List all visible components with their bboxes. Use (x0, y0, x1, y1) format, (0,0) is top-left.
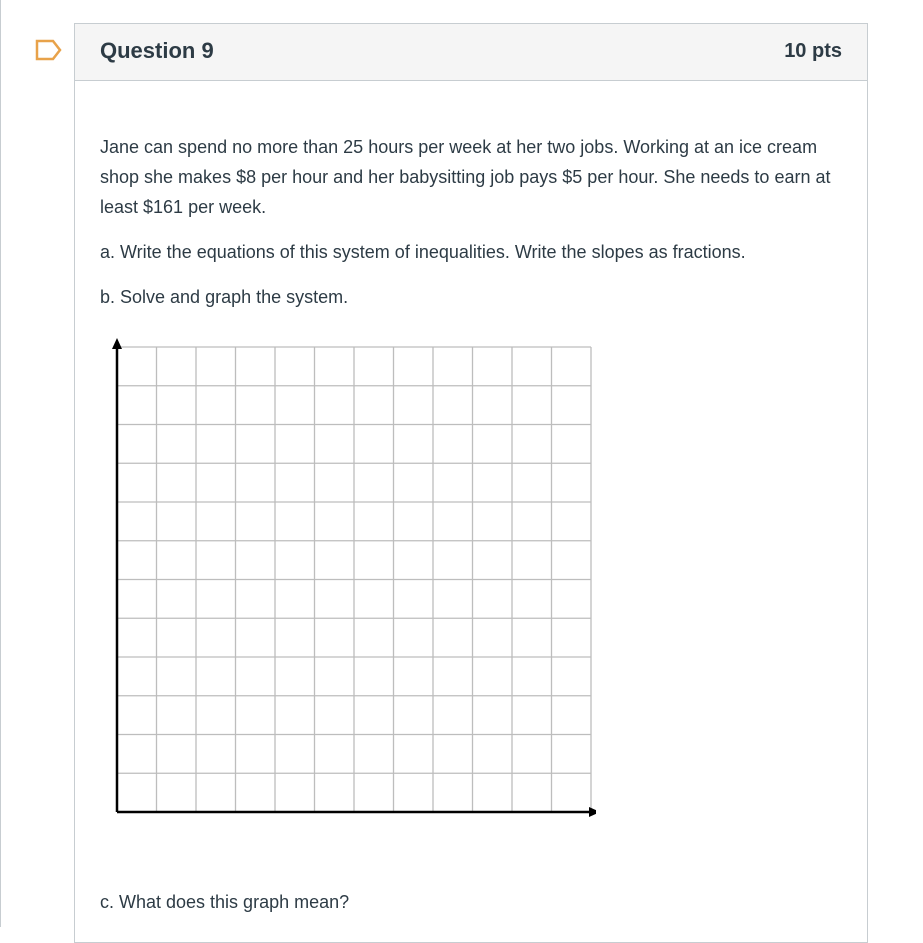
part-b-text: b. Solve and graph the system. (100, 287, 349, 307)
part-a-text: a. Write the equations of this system of inequalities. Write the slopes as fractions. (100, 242, 746, 262)
question-card (74, 23, 868, 943)
flag-question-icon[interactable] (33, 38, 63, 62)
y-axis-arrow-icon (112, 338, 122, 349)
question-title: Question 9 (100, 38, 214, 63)
page-left-border (0, 0, 1, 927)
question-text (100, 132, 835, 222)
question-prompt: Jane can spend no more than 25 hours per week at her two jobs. Working at an ice cream shop she makes $8 per hour and her babysitting job pays $5 per hour. She needs to earn at least $161 per week. (100, 137, 831, 217)
coordinate-grid (110, 336, 596, 820)
question-header (75, 24, 867, 81)
part-c-text: c. What does this graph mean? (100, 892, 350, 912)
question-points: 10 pts (784, 40, 842, 62)
x-axis-arrow-icon (589, 807, 596, 817)
